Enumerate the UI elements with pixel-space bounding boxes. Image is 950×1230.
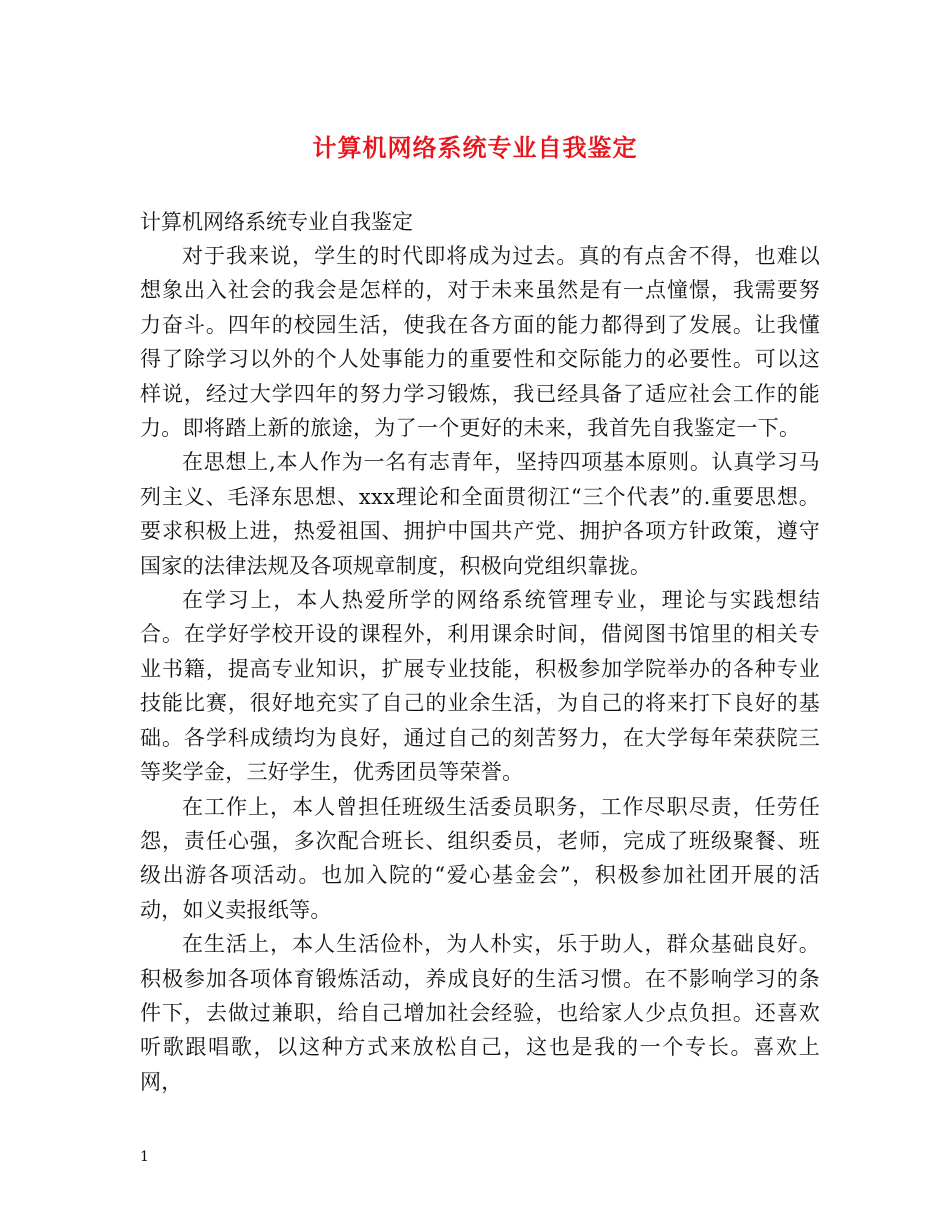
- page-number: 1: [140, 1149, 149, 1165]
- paragraph-life: 在生活上，本人生活俭朴，为人朴实，乐于助人，群众基础良好。积极参加各项体育锻炼活动，养成良好的生活习惯。在不影响学习的条件下，去做过兼职，给自己增加社会经验，也给家人少点负担。还喜欢听歌跟唱歌，以这种方式来放松自己，这也是我的一个专长。喜欢上网，: [140, 932, 820, 1094]
- paragraph-intro: 对于我来说，学生的时代即将成为过去。真的有点舍不得，也难以想象出入社会的我会是怎样的，对于未来虽然是有一点憧憬，我需要努力奋斗。四年的校园生活，使我在各方面的能力都得到了发展。让我懂得了除学习以外的个人处事能力的重要性和交际能力的必要性。可以这样说，经过大学四年的努力学习锻炼，我已经具备了适应社会工作的能力。即将踏上新的旅途，为了一个更好的未来，我首先自我鉴定一下。: [140, 244, 820, 441]
- paragraph-work: 在工作上，本人曾担任班级生活委员职务，工作尽职尽责，任劳任怨，责任心强，多次配合班长、组织委员，老师，完成了班级聚餐、班级出游各项活动。也加入院的“爱心基金会”，积极参加社团开展的活动，如义卖报纸等。: [140, 794, 820, 922]
- document-body: [140, 239, 820, 1099]
- document-title: 计算机网络系统专业自我鉴定: [312, 133, 638, 162]
- paragraph-study: 在学习上，本人热爱所学的网络系统管理专业，理论与实践想结合。在学好学校开设的课程外，利用课余时间，借阅图书馆里的相关专业书籍，提高专业知识，扩展专业技能，积极参加学院举办的各种专业技能比赛，很好地充实了自己的业余生活，为自己的将来打下良好的基础。各学科成绩均为良好，通过自己的刻苦努力，在大学每年荣获院三等奖学金，三好学生，优秀团员等荣誉。: [140, 588, 820, 785]
- document-subtitle: 计算机网络系统专业自我鉴定: [140, 210, 413, 234]
- paragraph-thought: 在思想上,本人作为一名有志青年，坚持四项基本原则。认真学习马列主义、毛泽东思想、xxx理论和全面贯彻江“三个代表”的.重要思想。要求积极上进，热爱祖国、拥护中国共产党、拥护各项方针政策，遵守国家的法律法规及各项规章制度，积极向党组织靠拢。: [140, 450, 820, 578]
